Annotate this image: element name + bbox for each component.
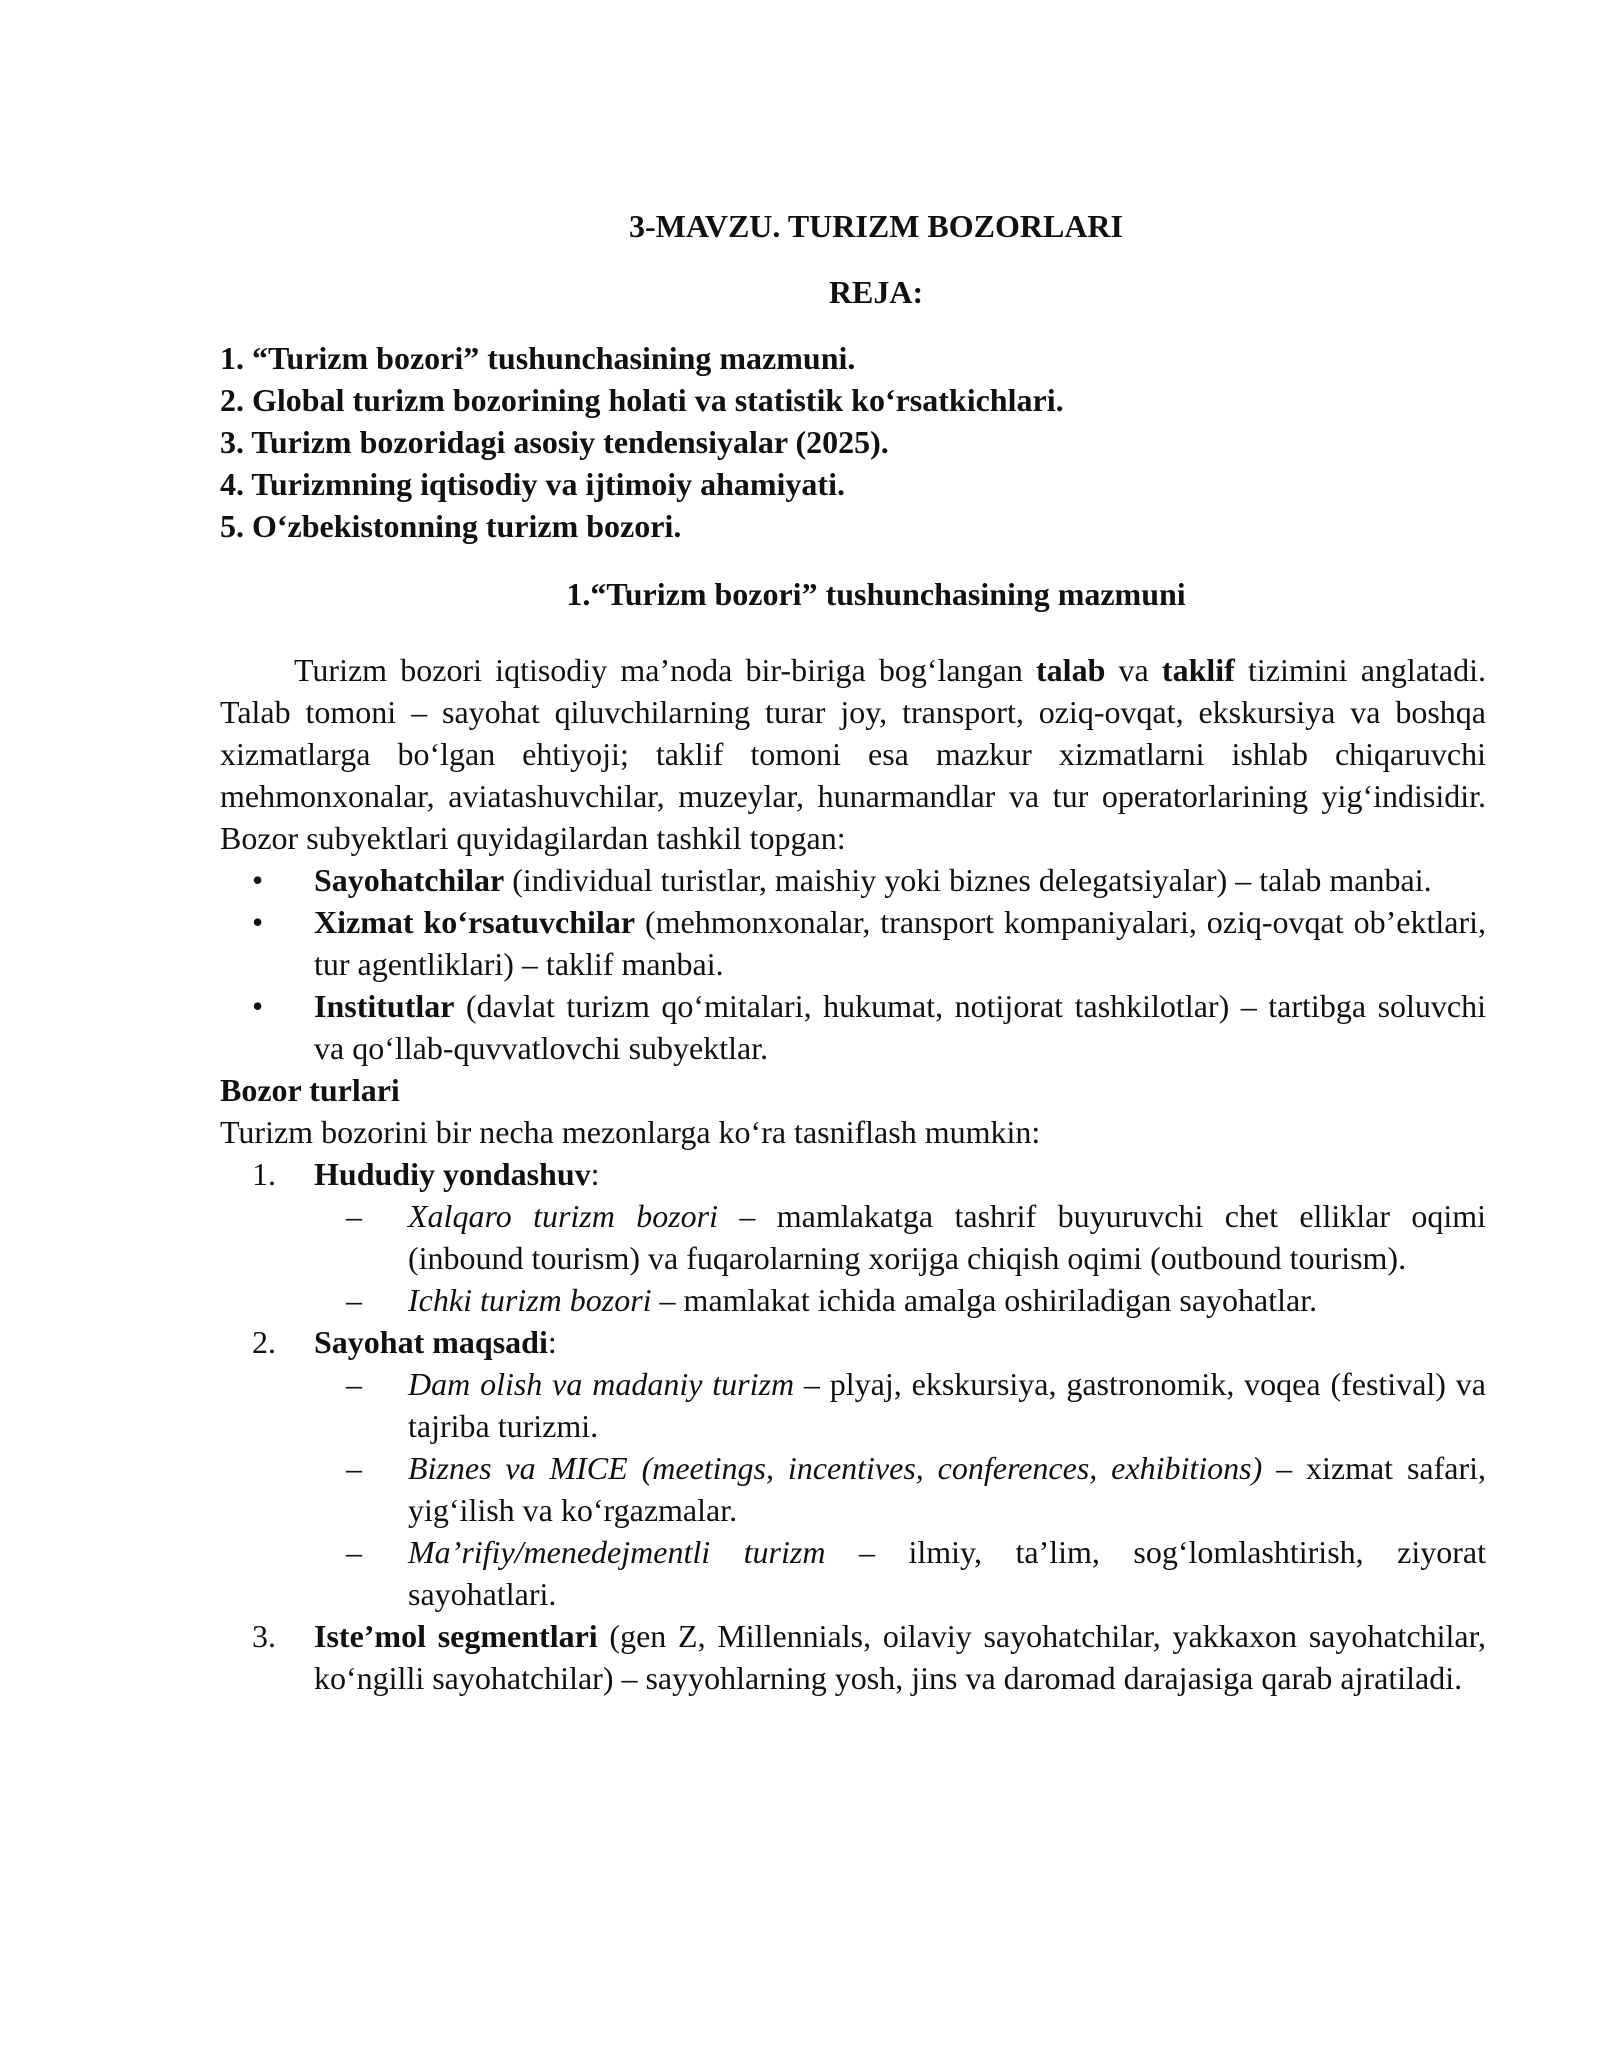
list-item <box>220 1615 1486 1699</box>
list-item-text: – plyaj, ekskursiya, gastronomik, voqea (festival) va tajriba turizmi. <box>408 1366 1487 1444</box>
bold-term: Sayohatchilar <box>314 862 505 898</box>
list-item-text: – ilmiy, ta’lim, sog‘lomlashtirish, ziyorat sayohatlari. <box>408 1534 1487 1612</box>
plan-list <box>220 337 1486 547</box>
italic-term: Dam olish va madaniy turizm <box>408 1366 795 1402</box>
plan-item: 3. Turizm bozoridagi asosiy tendensiyalar (2025). <box>220 424 889 460</box>
bold-term: talab <box>1036 652 1106 688</box>
bullet-icon: • <box>252 904 264 940</box>
list-item <box>220 1153 1486 1321</box>
plan-item: 5. O‘zbekistonning turizm bozori. <box>220 508 682 544</box>
list-item <box>314 1531 1486 1615</box>
dash-icon: – <box>346 1198 362 1234</box>
list-item <box>220 859 1486 901</box>
subheading: Bozor turlari <box>220 1072 400 1108</box>
bold-term: Institutlar <box>314 988 455 1024</box>
plan-heading: REJA: <box>828 274 924 310</box>
list-item <box>314 1447 1486 1531</box>
bullet-icon: • <box>252 862 264 898</box>
dash-icon: – <box>346 1282 362 1318</box>
subjects-list <box>220 859 1486 1069</box>
paragraph-text: va <box>1105 652 1162 688</box>
list-item <box>220 901 1486 985</box>
plan-item: 2. Global turizm bozorining holati va statistik ko‘rsatkichlari. <box>220 382 1064 418</box>
bold-term: Hududiy yondashuv <box>314 1156 591 1192</box>
dash-icon: – <box>346 1366 362 1402</box>
plan-item: 1. “Turizm bozori” tushunchasining mazmuni. <box>220 340 856 376</box>
sub-list <box>314 1195 1486 1321</box>
list-item-text: – mamlakatga tashrif buyuruvchi chet elliklar oqimi (inbound tourism) va fuqarolarning xorijga chiqish oqimi (outbound tourism). <box>408 1198 1486 1276</box>
paragraph-text: tizimini anglatadi. Talab tomoni – sayohat qiluvchilarning turar joy, transport, oziq-ovqat, ekskursiya va boshqa xizmatlarga bo‘lgan ehtiyoji; taklif tomoni esa mazkur xizmatlarni ishlab chiqaruvchi mehmonxonalar, aviatashuvchilar, muzeylar, hunarmandlar va tur operatorlarining yig‘indisidir. Bozor subyektlari quyidagilardan tashkil topgan: <box>220 652 1486 856</box>
classification-list <box>220 1153 1486 1699</box>
list-item <box>220 985 1486 1069</box>
list-item-text: (davlat turizm qo‘mitalari, hukumat, notijorat tashkilotlar) – tartibga soluvchi va qo‘llab-quvvatlovchi subyektlar. <box>314 988 1486 1066</box>
sub-list <box>314 1363 1486 1615</box>
document-page <box>220 205 1486 1699</box>
bold-term: Sayohat maqsadi <box>314 1324 548 1360</box>
list-number: 1. <box>252 1156 276 1192</box>
bold-term: Iste’mol segmentlari <box>314 1618 598 1654</box>
dash-icon: – <box>346 1534 362 1570</box>
list-item <box>220 1321 1486 1615</box>
list-item <box>314 1363 1486 1447</box>
classification-intro: Turizm bozorini bir necha mezonlarga ko‘ra tasniflash mumkin: <box>220 1114 1041 1150</box>
list-item-text: – mamlakat ichida amalga oshiriladigan sayohatlar. <box>651 1282 1318 1318</box>
plan-item: 4. Turizmning iqtisodiy va ijtimoiy ahamiyati. <box>220 466 845 502</box>
italic-term: Ma’rifiy/menedejmentli turizm <box>408 1534 826 1570</box>
list-number: 3. <box>252 1618 276 1654</box>
bullet-icon: • <box>252 988 264 1024</box>
paragraph-text: Turizm bozori iqtisodiy ma’noda bir-biriga bog‘langan <box>294 652 1037 688</box>
list-item-text: – xizmat safari, yig‘ilish va ko‘rgazmalar. <box>408 1450 1487 1528</box>
italic-term: Ichki turizm bozori <box>408 1282 652 1318</box>
list-item-text: (gen Z, Millennials, oilaviy sayohatchilar, yakkaxon sayohatchilar, ko‘ngilli sayohatchilar) – sayyohlarning yosh, jins va daromad darajasiga qarab ajratiladi. <box>314 1618 1486 1696</box>
list-item-suffix: : <box>590 1156 600 1192</box>
italic-term: Biznes va MICE (meetings, incentives, conferences, exhibitions) <box>408 1450 1263 1486</box>
list-item <box>314 1279 1486 1321</box>
page-title: 3-MAVZU. TURIZM BOZORLARI <box>629 208 1123 244</box>
list-item-text: (mehmonxonalar, transport kompaniyalari, oziq-ovqat ob’ektlari, tur agentliklari) – taklif manbai. <box>314 904 1486 982</box>
dash-icon: – <box>346 1450 362 1486</box>
list-number: 2. <box>252 1324 276 1360</box>
intro-paragraph <box>220 649 1486 859</box>
list-item-text: (individual turistlar, maishiy yoki biznes delegatsiyalar) – talab manbai. <box>504 862 1432 898</box>
list-item <box>314 1195 1486 1279</box>
list-item-suffix: : <box>547 1324 557 1360</box>
italic-term: Xalqaro turizm bozori <box>408 1198 719 1234</box>
bold-term: taklif <box>1161 652 1235 688</box>
bold-term: Xizmat ko‘rsatuvchilar <box>314 904 636 940</box>
section-title: 1.“Turizm bozori” tushunchasining mazmuni <box>566 576 1186 612</box>
